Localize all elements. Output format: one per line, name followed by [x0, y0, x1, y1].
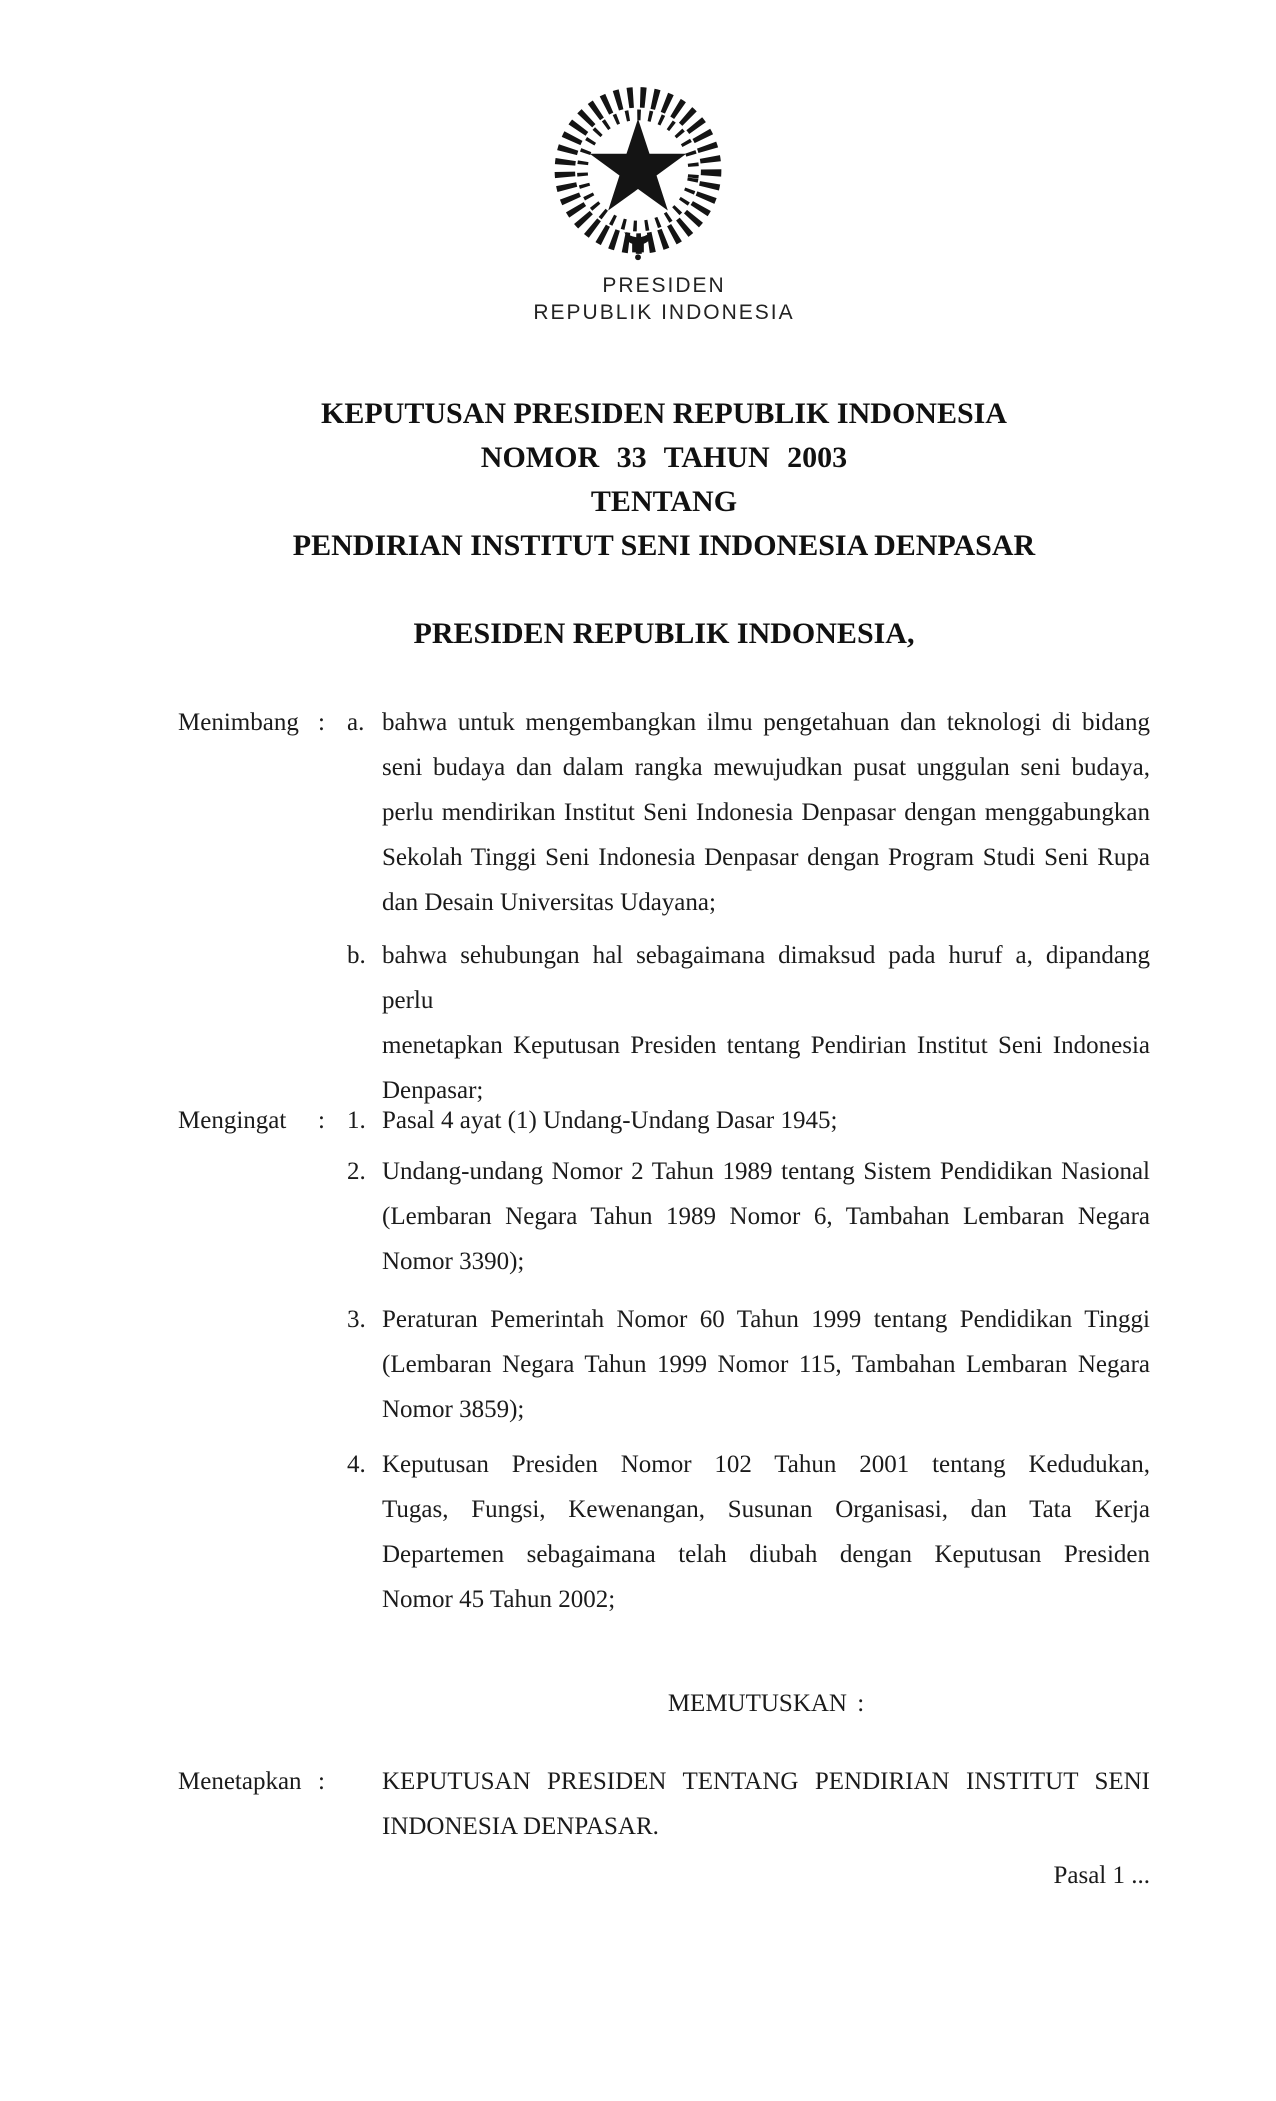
item-line: (Lembaran Negara Tahun 1989 Nomor 6, Tambahan Lembaran Negara: [382, 1203, 1150, 1230]
item-line: bahwa sehubungan hal sebagaimana dimaksud pada huruf a, dipandang perlu: [382, 942, 1150, 1014]
section-mengingat: [178, 1098, 1150, 1622]
item-text: [382, 1297, 1150, 1432]
item-line: Departemen sebagaimana telah diubah dengan Keputusan Presiden: [382, 1541, 1150, 1568]
decree-subject-line: PENDIRIAN INSTITUT SENI INDONESIA DENPASAR: [292, 529, 1036, 562]
item-line: bahwa untuk mengembangkan ilmu pengetahuan dan teknologi di bidang: [382, 709, 1150, 736]
star-icon: [590, 119, 687, 211]
item-text: [382, 700, 1150, 925]
decree-title: [178, 392, 1150, 568]
item-text: [382, 1098, 1150, 1143]
item-line: Sekolah Tinggi Seni Indonesia Denpasar dengan Program Studi Seni Rupa: [382, 844, 1150, 871]
item-line: menetapkan Keputusan Presiden tentang Pendirian Institut Seni Indonesia: [382, 1032, 1150, 1059]
catchword-pasal-1: Pasal 1 ...: [1053, 1862, 1150, 1889]
letterhead: [178, 272, 1150, 326]
letterhead-presiden: PRESIDEN: [602, 274, 726, 297]
mengingat-item-4: [347, 1442, 1150, 1622]
label-menimbang-colon: :: [318, 709, 325, 736]
label-menetapkan: [178, 1759, 325, 1804]
mengingat-item-2: [347, 1149, 1150, 1284]
menimbang-item-b: [347, 933, 1150, 1113]
mengingat-item-1: [347, 1098, 1150, 1143]
item-line: Nomor 45 Tahun 2002;: [382, 1586, 616, 1613]
mengingat-item-3: [347, 1297, 1150, 1432]
item-marker: a.: [347, 709, 365, 736]
label-menetapkan-colon: :: [318, 1768, 325, 1795]
label-mengingat: [178, 1098, 325, 1143]
item-line: perlu mendirikan Institut Seni Indonesia Denpasar dengan menggabungkan: [382, 799, 1150, 826]
item-text: [382, 1149, 1150, 1284]
item-line: Peraturan Pemerintah Nomor 60 Tahun 1999 tentang Pendidikan Tinggi: [382, 1306, 1150, 1333]
item-line: seni budaya dan dalam rangka mewujudkan pusat unggulan seni budaya,: [382, 754, 1150, 781]
item-line: KEPUTUSAN PRESIDEN TENTANG PENDIRIAN INSTITUT SENI: [382, 1768, 1150, 1795]
decree-tentang-line: TENTANG: [590, 485, 738, 518]
item-line: Undang-undang Nomor 2 Tahun 1989 tentang Sistem Pendidikan Nasional: [382, 1158, 1150, 1185]
label-menimbang: [178, 700, 325, 745]
item-marker: 2.: [347, 1158, 366, 1185]
menetapkan-body: [347, 1759, 1150, 1849]
item-marker: 1.: [347, 1107, 366, 1134]
item-line: Nomor 3390);: [382, 1248, 525, 1275]
item-text: [382, 1442, 1150, 1622]
menimbang-item-a: [347, 700, 1150, 925]
item-line: Keputusan Presiden Nomor 102 Tahun 2001 tentang Kedudukan,: [382, 1451, 1150, 1478]
salutation: PRESIDEN REPUBLIK INDONESIA,: [413, 617, 915, 650]
decree-title-line-1: KEPUTUSAN PRESIDEN REPUBLIK INDONESIA: [321, 397, 1007, 430]
item-line: Nomor 3859);: [382, 1396, 525, 1423]
item-marker: 4.: [347, 1451, 366, 1478]
section-menetapkan: [178, 1759, 1150, 1849]
wreath-base-dot: [635, 254, 641, 260]
item-line: Pasal 4 ayat (1) Undang-Undang Dasar 1945;: [382, 1107, 838, 1134]
item-text: [382, 1759, 1150, 1849]
label-mengingat-colon: :: [318, 1107, 325, 1134]
decree-number-line: NOMOR 33 TAHUN 2003: [480, 441, 848, 474]
item-line: Denpasar;: [382, 1077, 484, 1104]
item-line: dan Desain Universitas Udayana;: [382, 889, 716, 916]
wreath-base-knot: [632, 244, 644, 253]
label-mengingat-text: Mengingat: [178, 1107, 287, 1134]
memutuskan-heading: MEMUTUSKAN :: [667, 1690, 865, 1717]
label-menimbang-text: Menimbang: [178, 709, 299, 736]
section-menimbang: [178, 700, 1150, 1113]
label-menetapkan-text: Menetapkan: [178, 1768, 302, 1795]
item-marker-empty: [347, 1759, 382, 1849]
item-marker: b.: [347, 942, 366, 969]
item-line: INDONESIA DENPASAR.: [382, 1813, 659, 1840]
item-text: [382, 933, 1150, 1113]
item-line: Tugas, Fungsi, Kewenangan, Susunan Organisasi, dan Tata Kerja: [382, 1496, 1150, 1523]
letterhead-republik-indonesia: REPUBLIK INDONESIA: [533, 301, 795, 324]
presidential-seal: [541, 72, 736, 267]
item-marker: 3.: [347, 1306, 366, 1333]
item-line: (Lembaran Negara Tahun 1999 Nomor 115, Tambahan Lembaran Negara: [382, 1351, 1150, 1378]
seal-star-wreath-icon: [541, 72, 736, 267]
